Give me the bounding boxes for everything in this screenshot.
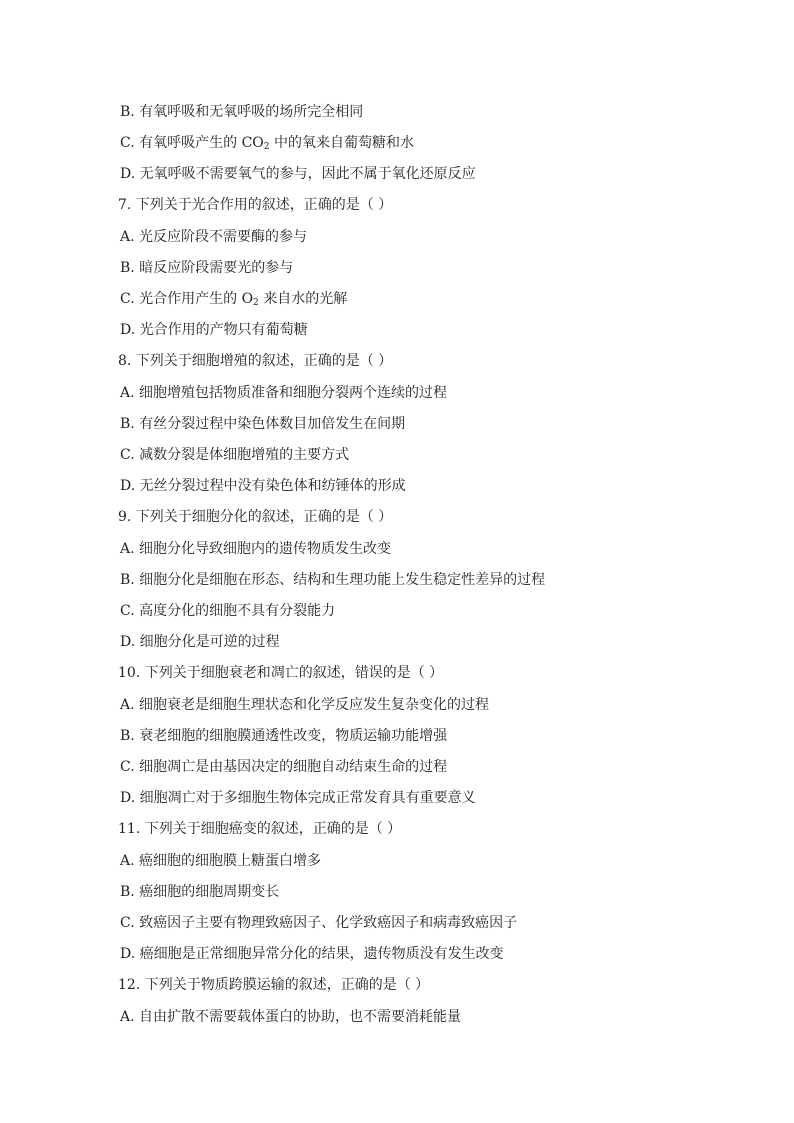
option-q9-c: C. 高度分化的细胞不具有分裂能力: [120, 603, 336, 619]
question-8: 8. 下列关于细胞增殖的叙述，正确的是（ ）: [118, 353, 393, 369]
question-10: 10. 下列关于细胞衰老和凋亡的叙述，错误的是（ ）: [118, 665, 444, 681]
question-11: 11. 下列关于细胞癌变的叙述，正确的是（ ）: [118, 821, 402, 837]
option-q8-c: C. 减数分裂是体细胞增殖的主要方式: [120, 447, 350, 463]
option-q6-b: B. 有氧呼吸和无氧呼吸的场所完全相同: [120, 104, 364, 120]
option-q10-b: B. 衰老细胞的细胞膜通透性改变，物质运输功能增强: [120, 728, 448, 744]
option-q10-a: A. 细胞衰老是细胞生理状态和化学反应发生复杂变化的过程: [120, 697, 490, 713]
option-q8-d: D. 无丝分裂过程中没有染色体和纺锤体的形成: [120, 478, 406, 494]
option-q11-a: A. 癌细胞的细胞膜上糖蛋白增多: [120, 853, 322, 869]
option-q11-b: B. 癌细胞的细胞周期变长: [120, 884, 280, 900]
option-q6-d: D. 无氧呼吸不需要氧气的参与，因此不属于氧化还原反应: [120, 166, 476, 182]
question-7: 7. 下列关于光合作用的叙述，正确的是（ ）: [118, 197, 393, 213]
option-q10-d: D. 细胞凋亡对于多细胞生物体完成正常发育具有重要意义: [120, 790, 476, 806]
question-12: 12. 下列关于物质跨膜运输的叙述，正确的是（ ）: [118, 977, 430, 993]
option-q9-d: D. 细胞分化是可逆的过程: [120, 634, 280, 650]
option-q12-a: A. 自由扩散不需要载体蛋白的协助，也不需要消耗能量: [120, 1009, 462, 1025]
option-q7-c: C. 光合作用产生的 $O_2$ 来自水的光解: [120, 291, 348, 308]
option-q7-d: D. 光合作用的产物只有葡萄糖: [120, 322, 308, 338]
option-q10-c: C. 细胞凋亡是由基因决定的细胞自动结束生命的过程: [120, 759, 448, 775]
option-q7-a: A. 光反应阶段不需要酶的参与: [120, 229, 308, 245]
option-q6-c: C. 有氧呼吸产生的 $CO_2$ 中的氧来自葡萄糖和水: [120, 135, 414, 152]
option-q8-a: A. 细胞增殖包括物质准备和细胞分裂两个连续的过程: [120, 385, 448, 401]
option-q7-b: B. 暗反应阶段需要光的参与: [120, 260, 294, 276]
option-q8-b: B. 有丝分裂过程中染色体数目加倍发生在间期: [120, 416, 406, 432]
option-q11-d: D. 癌细胞是正常细胞异常分化的结果，遗传物质没有发生改变: [120, 946, 504, 962]
option-q11-c: C. 致癌因子主要有物理致癌因子、化学致癌因子和病毒致癌因子: [120, 915, 518, 931]
option-q9-a: A. 细胞分化导致细胞内的遗传物质发生改变: [120, 541, 392, 557]
option-q9-b: B. 细胞分化是细胞在形态、结构和生理功能上发生稳定性差异的过程: [120, 572, 546, 588]
question-9: 9. 下列关于细胞分化的叙述，正确的是（ ）: [118, 509, 393, 525]
